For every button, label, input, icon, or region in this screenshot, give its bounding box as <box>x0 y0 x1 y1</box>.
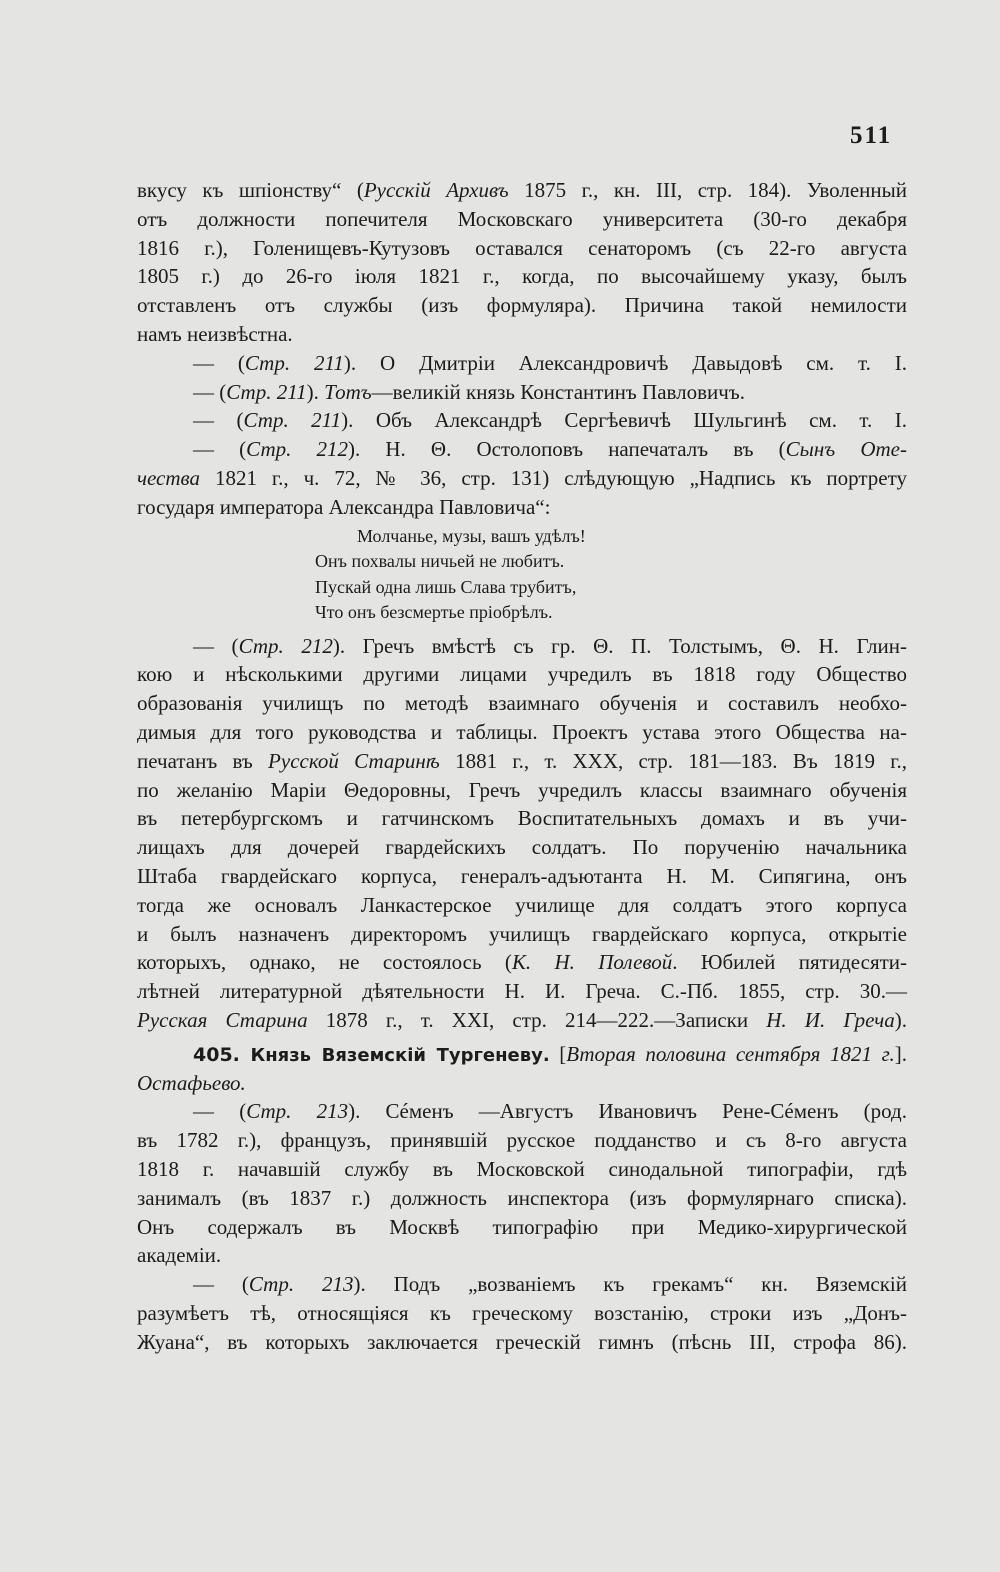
note-line: — (Стр. 213). Подъ „возваніемъ къ грекамъ“ кн. Вяземскій <box>193 1272 907 1297</box>
text-line: академіи. <box>137 1243 222 1268</box>
text-line: и былъ назначенъ директоромъ училищъ гвардейскаго корпуса, открытіе <box>137 921 907 946</box>
text-line: государя императора Александра Павловича“: <box>137 494 551 519</box>
text-line: въ петербургскомъ и гатчинскомъ Воспитательныхъ домахъ и въ учи- <box>137 806 907 831</box>
text-line: вкусу къ шпіонству“ (Русскій Архивъ 1875 г., кн. III, стр. 184). Уволенный <box>137 178 907 202</box>
page-text <box>137 176 907 1356</box>
poem-line: Онъ похвалы ничьей не любитъ. <box>315 551 565 572</box>
text-line: которыхъ, однако, не состоялось (К. Н. Полевой. Юбилей пятидесяти- <box>137 950 908 975</box>
text-line: Русская Старина 1878 г., т. XXI, стр. 214—222.—Записки Н. И. Греча). <box>137 1007 907 1032</box>
text-line: кою и нѣсколькими другими лицами учредилъ въ 1818 году Общество <box>137 662 907 687</box>
text-line: занималъ (въ 1837 г.) должность инспектора (изъ формулярнаго списка). <box>137 1185 907 1210</box>
note-line: — (Стр. 211). Объ Александрѣ Сергѣевичѣ Шульгинѣ см. т. I. <box>193 408 907 433</box>
poem-line: Пускай одна лишь Слава трубитъ, <box>315 576 577 597</box>
poem-line: Что онъ безсмертье пріобрѣлъ. <box>315 602 553 623</box>
note-line: — (Стр. 212). Гречъ вмѣстѣ съ гр. Θ. П. Толстымъ, Θ. Н. Глин- <box>193 633 907 658</box>
text-line: печатанъ въ Русской Старинѣ 1881 г., т. XXX, стр. 181—183. Въ 1819 г., <box>137 748 907 773</box>
letter-place: Остафьево. <box>137 1070 246 1095</box>
poem <box>137 524 907 626</box>
letter-number: 405. <box>193 1043 240 1066</box>
text-line: лѣтней литературной дѣятельности Н. И. Греча. С.-Пб. 1855, стр. 30.— <box>137 979 907 1004</box>
text-line: димыя для того руководства и таблицы. Проектъ устава этого Общества на- <box>137 719 907 744</box>
text-line: въ 1782 г.), французъ, принявшій русское подданство и съ 8-го августа <box>137 1128 907 1153</box>
text-line: тогда же основалъ Ланкастерское училище для солдатъ этого корпуса <box>137 892 907 917</box>
note-line: — (Стр. 212). Н. Θ. Остолоповъ напечаталъ въ (Сынъ Оте- <box>193 437 907 462</box>
note-line: — (Стр. 213). Сéменъ —Августъ Ивановичъ Рене-Сéменъ (род. <box>193 1099 907 1124</box>
text-line: Штаба гвардейскаго корпуса, генералъ-адъютанта Н. М. Сипягина, онъ <box>137 863 907 888</box>
text-line: намъ неизвѣстна. <box>137 321 293 346</box>
text-line: по желанію Маріи Θедоровны, Гречъ учредилъ классы взаимнаго обученія <box>137 777 907 802</box>
text-line: 1816 г.), Голенищевъ-Кутузовъ оставался сенаторомъ (съ 22-го августа <box>137 235 907 260</box>
text-line: 1805 г.) до 26-го іюля 1821 г., когда, по высочайшему указу, былъ <box>137 264 907 289</box>
letter-heading: 405. Князь Вяземскій Тургеневу. [Вторая половина сентября 1821 г.]. <box>193 1041 907 1066</box>
text-line: чества 1821 г., ч. 72, № 36, стр. 131) слѣдующую „Надпись къ портрету <box>137 465 907 490</box>
text-line: Онъ содержалъ въ Москвѣ типографію при Медико-хирургической <box>137 1214 907 1239</box>
text-line: разумѣетъ тѣ, относящіяся къ греческому возстанію, строки изъ „Донъ- <box>137 1300 907 1325</box>
note-line: — (Стр. 211). О Дмитріи Александровичѣ Давыдовѣ см. т. I. <box>193 350 907 375</box>
text-line: отставленъ отъ службы (изъ формуляра). Причина такой немилости <box>137 293 907 318</box>
note-line: — (Стр. 211). Тотъ—великій князь Константинъ Павловичъ. <box>193 379 745 404</box>
text-line: образованія училищъ по методѣ взаимнаго обученія и составилъ необхо- <box>137 691 907 716</box>
text-line: отъ должности попечителя Московскаго университета (30-го декабря <box>137 206 907 231</box>
text-line: лищахъ для дочерей гвардейскихъ солдатъ. По порученію начальника <box>137 835 907 860</box>
poem-line: Молчанье, музы, вашъ удѣлъ! <box>357 525 586 546</box>
page-number: 511 <box>850 122 893 149</box>
text-line: Жуана“, въ которыхъ заключается греческій гимнъ (пѣснь III, строфа 86). <box>137 1329 907 1354</box>
letter-title: Князь Вяземскій Тургеневу. <box>239 1044 550 1066</box>
text-line: 1818 г. начавшій службу въ Московской синодальной типографіи, гдѣ <box>137 1156 907 1181</box>
